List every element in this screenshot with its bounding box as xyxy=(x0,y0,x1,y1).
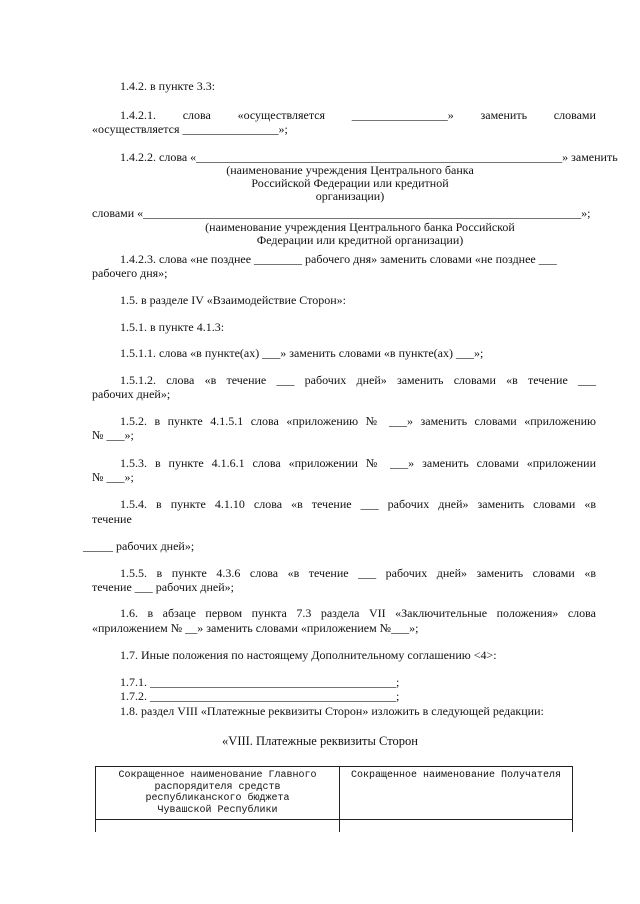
clause-1-5-4-line1: 1.5.4. в пункте 4.1.10 слова «в течение ___ рабочих дней» заменить словами «в xyxy=(120,497,596,511)
note-line: Федерации или кредитной организации) xyxy=(256,233,464,247)
clause-1-8: 1.8. раздел VIII «Платежные реквизиты Сторон» изложить в следующей редакции: xyxy=(120,704,544,718)
clause-1-5: 1.5. в разделе IV «Взаимодействие Сторон»: xyxy=(120,293,346,307)
table-cell xyxy=(340,820,573,833)
word: «осуществляется xyxy=(237,108,326,122)
note-line: Российской Федерации или кредитной xyxy=(251,176,449,190)
clause-1-6-line1: 1.6. в абзаце первом пункта 7.3 раздела VII «Заключительные положения» слова xyxy=(120,606,596,620)
clause-1-4-2-3-line2: рабочего дня»; xyxy=(92,266,168,280)
header-line: распорядителя средств xyxy=(154,781,281,793)
clause-1-5-2-line1: 1.5.2. в пункте 4.1.5.1 слова «приложению № ___» заменить словами «приложению xyxy=(120,414,596,428)
clause-1-5-5-line2: течение ___ рабочих дней»; xyxy=(92,580,234,594)
clause-1-5-3-line2: № ___»; xyxy=(92,470,134,484)
clause-1-4-2-3-line1: 1.4.2.3. слова «не позднее ________ рабочего дня» заменить словами «не позднее ___ xyxy=(120,252,557,266)
clause-1-5-1-2-line2: рабочих дней»; xyxy=(92,387,171,401)
clause-1-4-2-1-line2: «осуществляется ________________»; xyxy=(92,122,288,136)
payment-details-table xyxy=(95,766,573,832)
clause-1-5-4-line2: течение xyxy=(92,512,132,526)
clause-1-5-2-line2: № ___»; xyxy=(92,428,134,442)
note-line: (наименование учреждения Центрального банка xyxy=(226,163,474,177)
clause-1-5-1: 1.5.1. в пункте 4.1.3: xyxy=(120,320,225,334)
word: ________________» xyxy=(351,108,454,122)
table-header-cell-recipient: Сокращенное наименование Получателя xyxy=(340,767,573,820)
note-line: (наименование учреждения Центрального банка Российской xyxy=(205,220,515,234)
clause-1-4-2-2-line1: 1.4.2.2. слова «_____________________________________________________________» заменить xyxy=(120,150,618,164)
clause-1-5-5-line1: 1.5.5. в пункте 4.3.6 слова «в течение ___ рабочих дней» заменить словами «в xyxy=(120,566,596,580)
clause-1-4-2-2-line2: словами «_________________________________________________________________________»; xyxy=(92,206,591,220)
clause-1-7-1: 1.7.1. _________________________________________; xyxy=(120,675,400,689)
table-header-cell-main-manager xyxy=(96,767,340,820)
table-header-row xyxy=(96,767,573,820)
word: слова xyxy=(182,108,211,122)
clause-1-4-2: 1.4.2. в пункте 3.3: xyxy=(120,79,216,93)
clause-1-7: 1.7. Иные положения по настоящему Дополнительному соглашению <4>: xyxy=(120,648,497,662)
header-line: Сокращенное наименование Главного xyxy=(118,770,317,781)
word: заменить xyxy=(480,108,528,122)
clause-1-5-3-line1: 1.5.3. в пункте 4.1.6.1 слова «приложении № ___» заменить словами «приложении xyxy=(120,456,596,470)
clause-1-5-4-line3: _____ рабочих дней»; xyxy=(83,539,195,553)
field-note xyxy=(200,164,500,203)
clause-1-6-line2: «приложением № __» заменить словами «приложением №___»; xyxy=(92,621,419,635)
clause-1-5-1-2-line1: 1.5.1.2. слова «в течение ___ рабочих дней» заменить словами «в течение ___ xyxy=(120,373,596,387)
word: словами xyxy=(553,108,596,122)
table-cell xyxy=(96,820,340,833)
word: 1.4.2.1. xyxy=(120,108,156,122)
section-title: «VIII. Платежные реквизиты Сторон xyxy=(222,734,418,748)
table-row xyxy=(96,820,573,833)
clause-1-7-2: 1.7.2. _________________________________________; xyxy=(120,689,400,703)
header-line: республиканского бюджета xyxy=(145,793,290,804)
field-note xyxy=(170,221,550,247)
clause-1-5-1-1: 1.5.1.1. слова «в пункте(ах) ___» заменить словами «в пункте(ах) ___»; xyxy=(120,346,484,360)
note-line: организации) xyxy=(315,189,385,203)
header-line: Чувашской Республики xyxy=(157,804,278,816)
clause-1-4-2-1-line1 xyxy=(120,108,596,122)
